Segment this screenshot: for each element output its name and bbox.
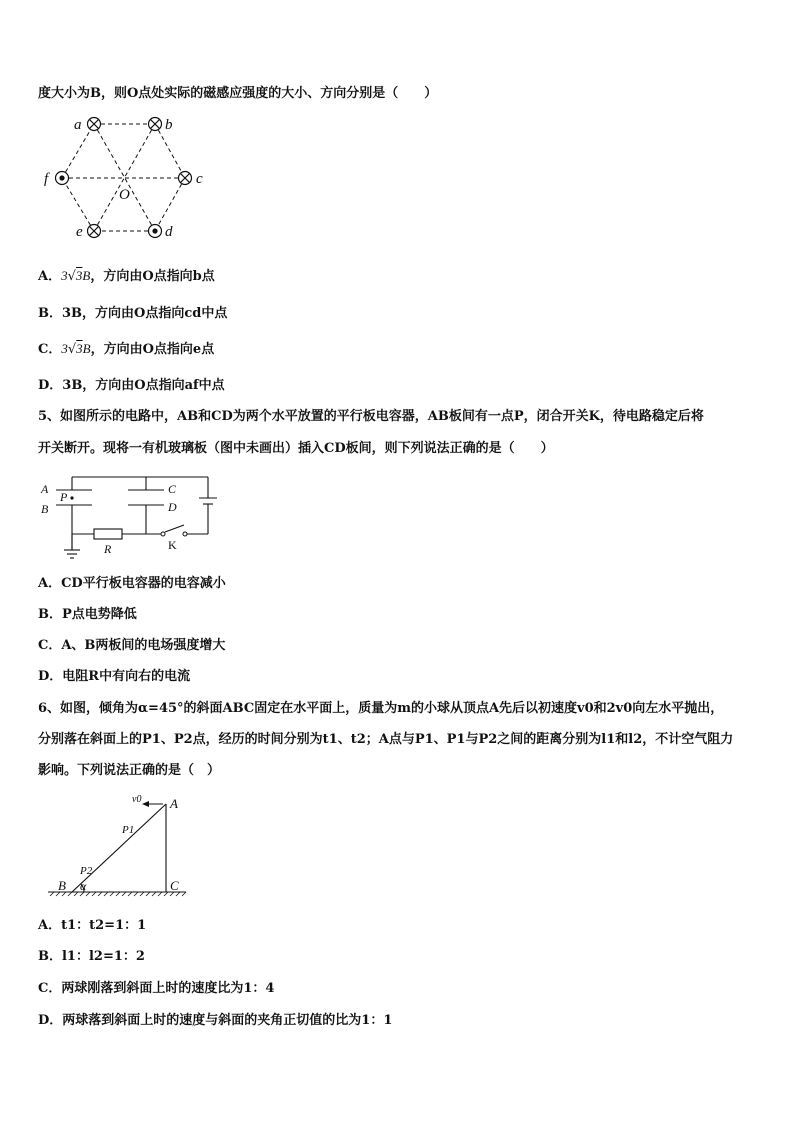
q4-option-c: C．3√3B，方向由O点指向e点	[38, 341, 215, 357]
label-D: D	[168, 500, 177, 514]
wire-c	[179, 172, 192, 185]
label-P2: P2	[80, 865, 93, 877]
label-c: c	[196, 171, 203, 187]
label-C: C	[168, 482, 177, 496]
label-O: O	[119, 187, 130, 203]
q4-stem: 度大小为B，则O点处实际的磁感应强度的大小、方向分别是（ ）	[38, 86, 438, 101]
label-K: K	[168, 538, 177, 552]
q6-stem-line2: 分别落在斜面上的P1、P2点，经历的时间分别为t1、t2；A点与P1、P1与P2之间的距离分别为l1和l2，不计空气阻力	[38, 732, 734, 747]
label-e: e	[76, 224, 83, 240]
wire-b	[149, 118, 162, 131]
label-a: a	[74, 117, 82, 133]
label-b: b	[165, 117, 173, 133]
q6-option-d: D．两球落到斜面上时的速度与斜面的夹角正切值的比为1：1	[38, 1013, 393, 1028]
q6-option-b: B．l1：l2=1：2	[38, 949, 145, 964]
label-P1: P1	[122, 824, 135, 836]
label-A: A	[41, 482, 49, 496]
wire-f	[56, 172, 69, 185]
wire-a	[88, 118, 101, 131]
label-d: d	[165, 224, 173, 240]
q4-option-a: A．3√3B，方向由O点指向b点	[38, 268, 215, 284]
label-B6: B	[58, 878, 66, 893]
label-C6: C	[170, 878, 179, 893]
label-A6: A	[170, 796, 178, 811]
q4-option-b: B．3B，方向由O点指向cd中点	[38, 306, 228, 321]
capacitor-circuit-figure	[36, 470, 236, 570]
label-P: P	[60, 490, 68, 504]
label-f: f	[44, 171, 49, 187]
q5-option-c: C．A、B两板间的电场强度增大	[38, 638, 226, 653]
label-R: R	[104, 542, 112, 556]
label-B: B	[41, 502, 49, 516]
q6-stem-line3: 影响。下列说法正确的是（ ）	[38, 763, 221, 778]
q6-option-c: C．两球刚落到斜面上时的速度比为1：4	[38, 981, 275, 996]
label-v0: v0	[132, 794, 142, 805]
q6-option-a: A．t1：t2=1：1	[38, 918, 147, 933]
incline-projectile-figure	[46, 792, 216, 907]
q5-option-d: D．电阻R中有向右的电流	[38, 669, 191, 684]
hexagon-wire-figure	[40, 110, 260, 250]
q5-stem-line2: 开关断开。现将一有机玻璃板（图中未画出）插入CD板间，则下列说法正确的是（ ）	[38, 441, 554, 456]
wire-e	[88, 225, 101, 238]
q5-option-a: A．CD平行板电容器的电容减小	[38, 576, 226, 591]
q6-stem-line1: 6、如图，倾角为α=45°的斜面ABC固定在水平面上，质量为m的小球从顶点A先后以初速度v0和2v0向左水平抛出，	[38, 701, 724, 716]
q4-option-d: D．3B，方向由O点指向af中点	[38, 378, 225, 393]
label-alpha: α	[80, 879, 87, 893]
q5-option-b: B．P点电势降低	[38, 607, 137, 622]
wire-d	[149, 225, 162, 238]
q5-stem-line1: 5、如图所示的电路中，AB和CD为两个水平放置的平行板电容器，AB板间有一点P，闭合开关K，待电路稳定后将	[38, 409, 704, 424]
